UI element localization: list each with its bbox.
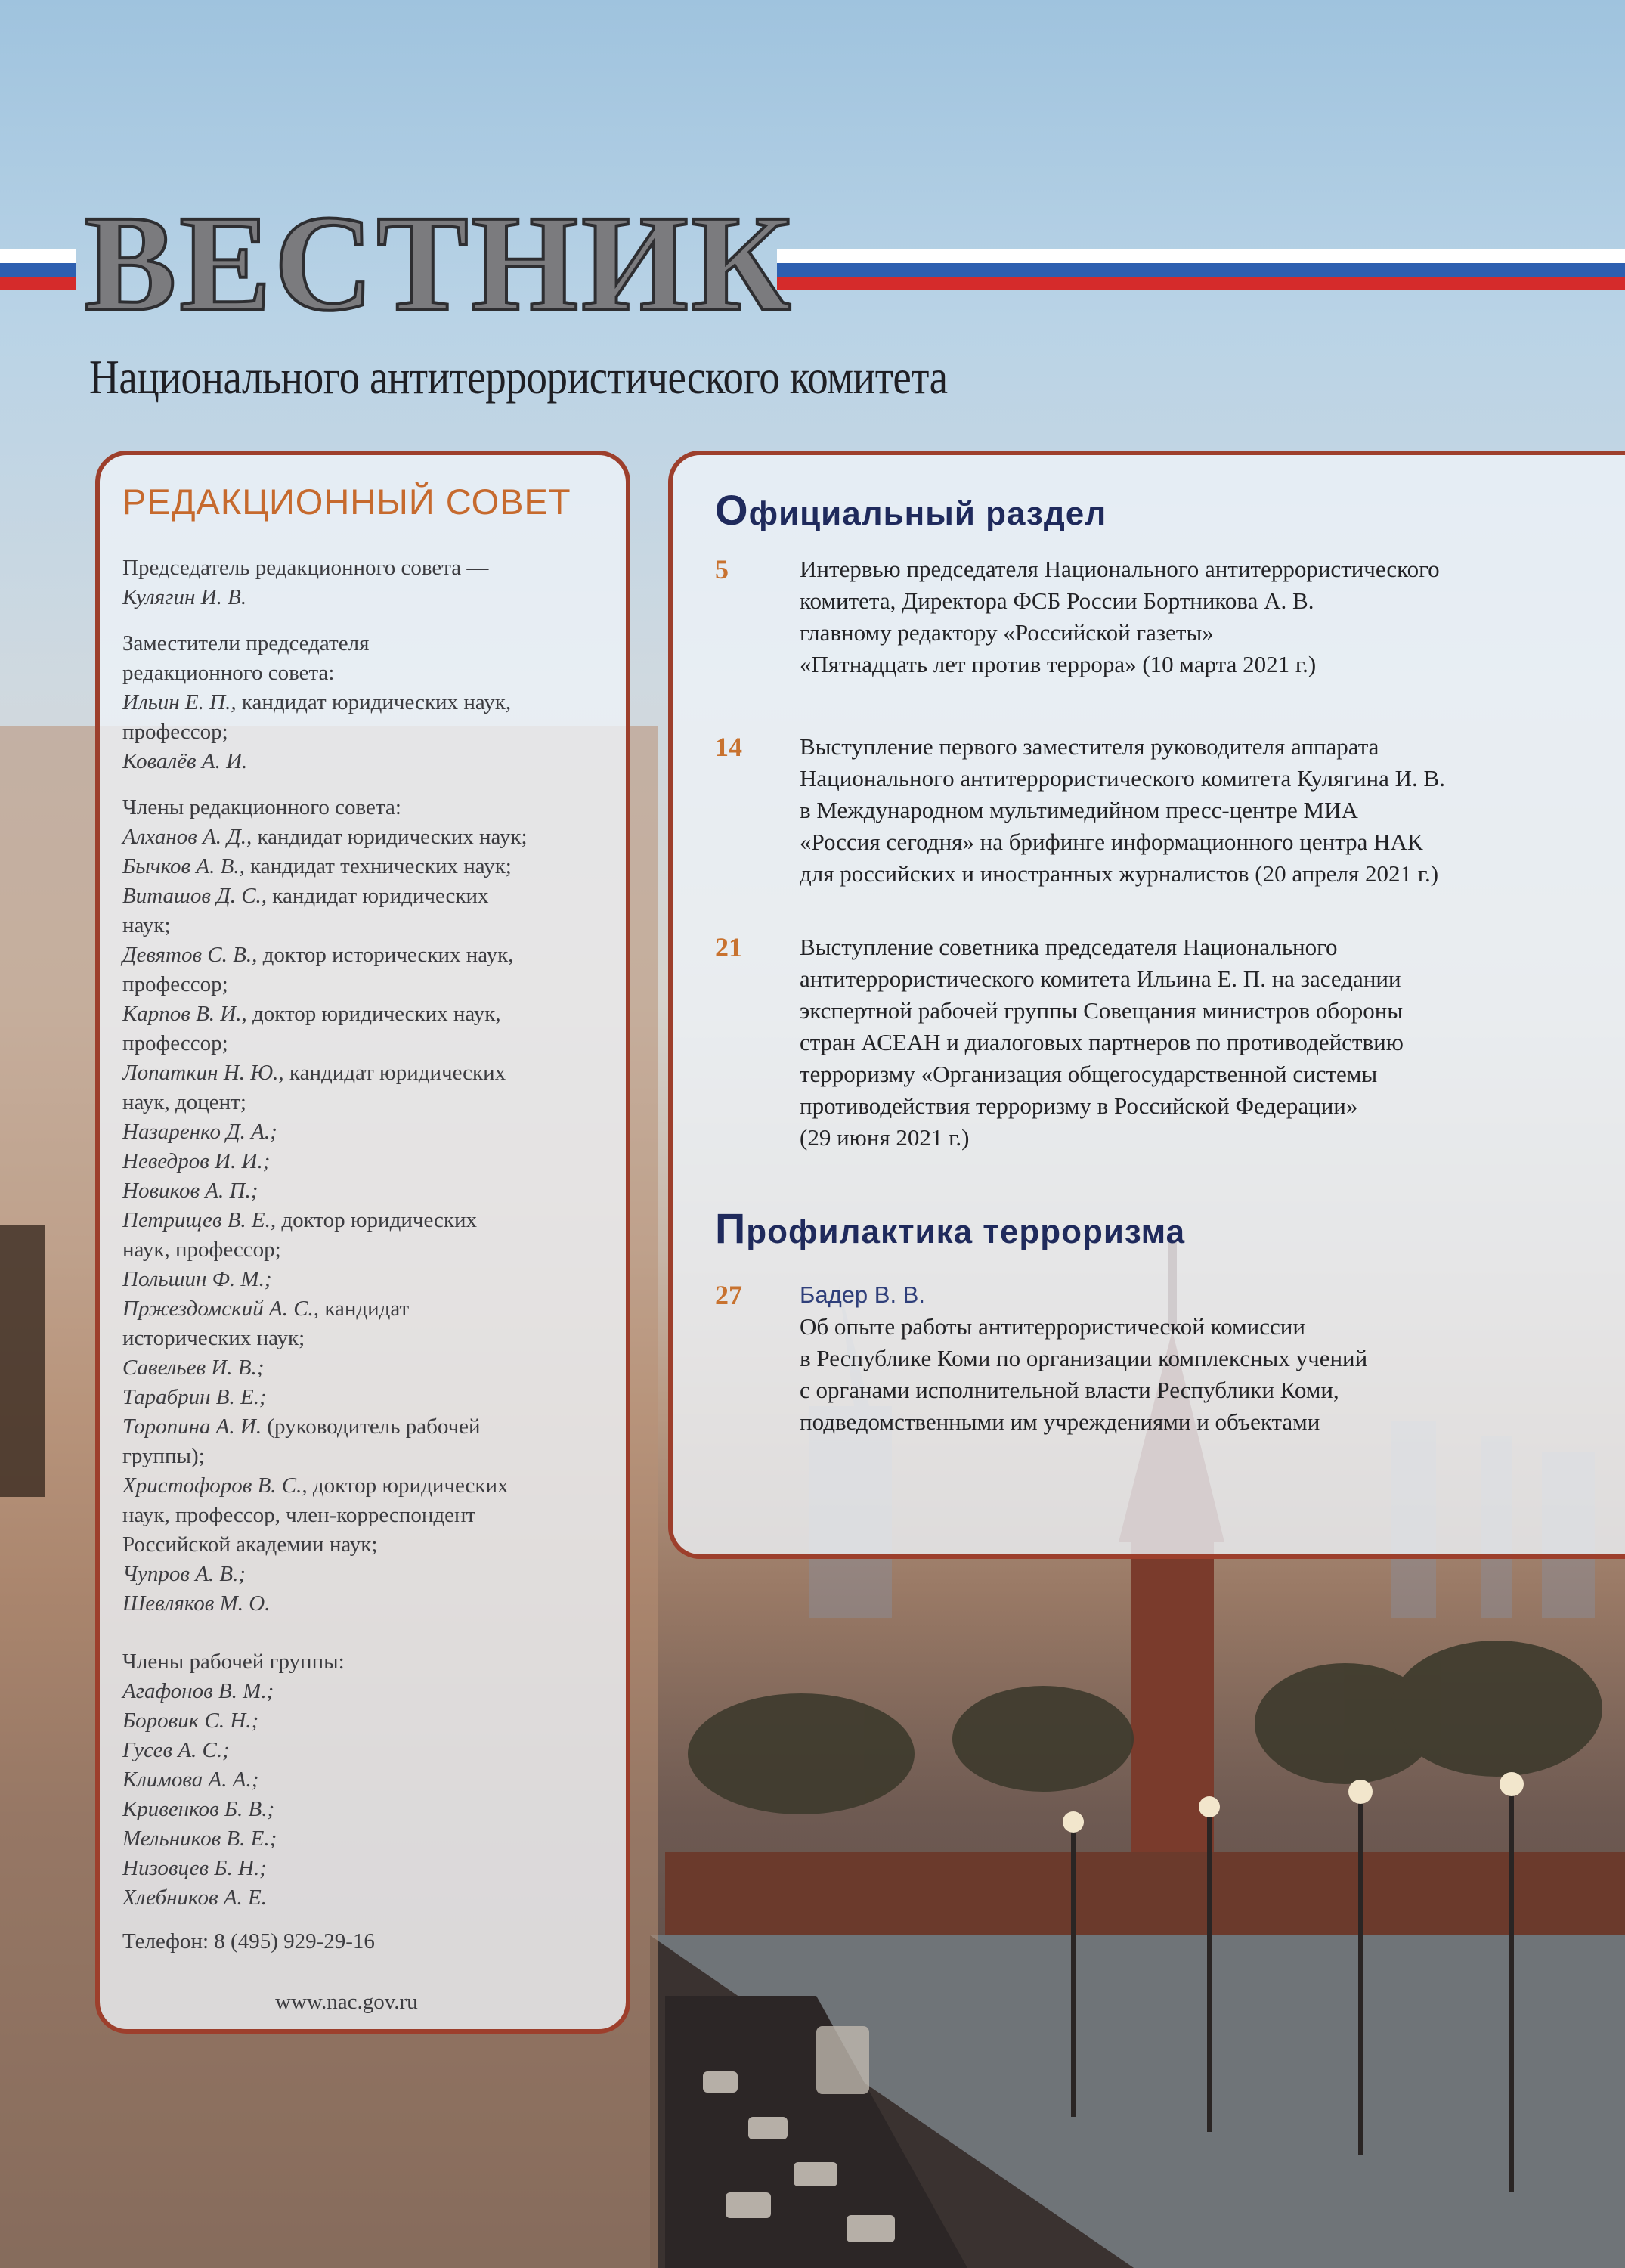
board-member-credentials: группы); bbox=[122, 1444, 205, 1468]
board-member-name: Торопина А. И. bbox=[122, 1414, 262, 1439]
entry-title-line: Выступление советника председателя Национального bbox=[800, 934, 1338, 960]
board-member-line bbox=[122, 1029, 606, 1058]
board-member-line bbox=[122, 1324, 606, 1353]
section-title-official: Официальный раздел bbox=[715, 486, 1107, 534]
board-member-line bbox=[122, 999, 606, 1029]
board-member-credentials: профессор; bbox=[122, 720, 228, 744]
board-member-name: Назаренко Д. А.; bbox=[122, 1120, 277, 1144]
board-member-credentials: исторических наук; bbox=[122, 1326, 305, 1350]
board-member-line bbox=[122, 1412, 606, 1442]
board-member-credentials: кандидат юридических наук, bbox=[236, 690, 512, 714]
workgroup-member: Мельников В. Е.; bbox=[122, 1826, 277, 1851]
entry-title-line: Выступление первого заместителя руководителя аппарата bbox=[800, 733, 1379, 760]
board-member-credentials: наук, профессор, член-корреспондент bbox=[122, 1503, 476, 1527]
chair-label: Председатель редакционного совета — bbox=[122, 556, 489, 580]
board-member-line bbox=[122, 1294, 606, 1324]
board-member-line bbox=[122, 823, 606, 852]
page-number: 21 bbox=[715, 932, 742, 962]
board-member-credentials: кандидат bbox=[319, 1297, 410, 1321]
phone-number: Телефон: 8 (495) 929-29-16 bbox=[122, 1929, 375, 1954]
chair-name: Кулягин И. В. bbox=[122, 585, 247, 609]
board-member-line bbox=[122, 1471, 606, 1501]
entry-title-line: комитета, Директора ФСБ России Бортникова А. В. bbox=[800, 587, 1314, 614]
entry-title-line: главному редактору «Российской газеты» bbox=[800, 619, 1214, 646]
board-member-name: Ильин Е. П., bbox=[122, 690, 237, 714]
entry-title-line: терроризму «Организация общегосударственной системы bbox=[800, 1061, 1378, 1087]
board-member-credentials: доктор исторических наук, bbox=[257, 943, 514, 967]
board-member-line bbox=[122, 1206, 606, 1235]
deputies-block bbox=[122, 629, 606, 776]
board-member-name: Савельев И. В.; bbox=[122, 1356, 265, 1380]
editorial-board-list bbox=[122, 553, 606, 1929]
board-member-name: Девятов С. В., bbox=[122, 943, 258, 967]
board-member-line bbox=[122, 1560, 606, 1589]
workgroup-block bbox=[122, 1647, 606, 1913]
entry-title-line: «Пятнадцать лет против террора» (10 марта 2021 г.) bbox=[800, 651, 1317, 677]
board-member-line bbox=[122, 1589, 606, 1619]
entry-title-line: стран АСЕАН и диалоговых партнеров по противодействию bbox=[800, 1029, 1404, 1055]
board-member-line bbox=[122, 940, 606, 970]
entry-title-line: Интервью председателя Национального антитеррористического bbox=[800, 556, 1440, 582]
entry-title-line: для российских и иностранных журналистов (20 апреля 2021 г.) bbox=[800, 860, 1439, 887]
board-member-credentials: наук, профессор; bbox=[122, 1238, 281, 1262]
entry-title bbox=[800, 553, 1601, 680]
board-member-name: Бычков А. В., bbox=[122, 854, 245, 878]
board-member-name: Тарабрин В. Е.; bbox=[122, 1385, 267, 1409]
workgroup-member: Климова А. А.; bbox=[122, 1768, 259, 1792]
page-number: 5 bbox=[715, 554, 729, 584]
workgroup-member: Хлебников А. Е. bbox=[122, 1885, 268, 1910]
board-member-credentials: доктор юридических bbox=[276, 1208, 478, 1232]
entry-title bbox=[800, 731, 1601, 890]
board-member-name: Ковалёв А. И. bbox=[122, 749, 248, 773]
journal-subtitle: Национального антитеррористического комитета bbox=[89, 350, 948, 404]
board-member-line bbox=[122, 1501, 606, 1530]
entry-title-line: Национального антитеррористического комитета Кулягина И. В. bbox=[800, 765, 1445, 792]
board-member-name: Петрищев В. Е., bbox=[122, 1208, 277, 1232]
board-member-name: Лопаткин Н. Ю., bbox=[122, 1061, 284, 1085]
chair-block bbox=[122, 553, 606, 612]
board-member-credentials: доктор юридических наук, bbox=[246, 1002, 501, 1026]
board-member-name: Новиков А. П.; bbox=[122, 1179, 258, 1203]
board-member-name: Виташов Д. С., bbox=[122, 884, 268, 908]
board-member-line bbox=[122, 1176, 606, 1206]
board-member-name: Христофоров В. С., bbox=[122, 1473, 308, 1498]
workgroup-member: Гусев А. С.; bbox=[122, 1738, 230, 1762]
board-member-credentials: наук, доцент; bbox=[122, 1090, 246, 1114]
entry-title-line: в Международном мультимедийном пресс-центре МИА bbox=[800, 797, 1358, 823]
board-member-credentials: профессор; bbox=[122, 972, 228, 996]
board-member-line bbox=[122, 688, 606, 717]
board-member-line bbox=[122, 1117, 606, 1147]
board-member-credentials: кандидат технических наук; bbox=[244, 854, 512, 878]
board-member-line bbox=[122, 852, 606, 881]
board-member-line bbox=[122, 1530, 606, 1560]
section-title-prevention: Профилактика терроризма bbox=[715, 1204, 1186, 1252]
board-member-credentials: (руководитель рабочей bbox=[262, 1414, 481, 1439]
entry-title bbox=[800, 1279, 1601, 1438]
entry-title-line: противодействия терроризму в Российской Федерации» bbox=[800, 1092, 1358, 1119]
entry-author: Бадер В. В. bbox=[800, 1281, 925, 1308]
board-member-line bbox=[122, 881, 606, 911]
board-member-credentials: наук; bbox=[122, 913, 171, 937]
board-member-line bbox=[122, 1353, 606, 1383]
board-member-credentials: кандидат юридических наук; bbox=[252, 825, 528, 849]
page-number: 27 bbox=[715, 1280, 742, 1310]
entry-title-line: антитеррористического комитета Ильина Е. П. на заседании bbox=[800, 965, 1401, 992]
workgroup-member: Низовцев Б. Н.; bbox=[122, 1856, 267, 1880]
board-member-name: Алханов А. Д., bbox=[122, 825, 252, 849]
members-label: Члены редакционного совета: bbox=[122, 795, 401, 820]
board-member-line bbox=[122, 1383, 606, 1412]
entry-title-line: экспертной рабочей группы Совещания министров обороны bbox=[800, 997, 1404, 1024]
board-member-name: Польшин Ф. М.; bbox=[122, 1267, 272, 1291]
entry-title-line: подведомственными им учреждениями и объектами bbox=[800, 1408, 1320, 1435]
deputies-label: редакционного совета: bbox=[122, 661, 335, 685]
board-member-credentials: профессор; bbox=[122, 1031, 228, 1055]
editorial-board-heading: РЕДАКЦИОННЫЙ СОВЕТ bbox=[122, 482, 571, 522]
board-member-credentials: Российской академии наук; bbox=[122, 1532, 378, 1557]
board-member-credentials: доктор юридических bbox=[307, 1473, 509, 1498]
journal-title: ВЕСТНИК bbox=[85, 187, 794, 339]
board-member-name: Неведров И. И.; bbox=[122, 1149, 271, 1173]
entry-title bbox=[800, 931, 1601, 1154]
entry-title-line: Об опыте работы антитеррористической комиссии bbox=[800, 1313, 1305, 1340]
workgroup-member: Агафонов В. М.; bbox=[122, 1679, 274, 1703]
board-member-line bbox=[122, 747, 606, 776]
entry-title-line: «Россия сегодня» на брифинге информационного центра НАК bbox=[800, 829, 1423, 855]
board-member-name: Чупров А. В.; bbox=[122, 1562, 246, 1586]
editorial-board-panel bbox=[95, 451, 630, 2034]
board-member-line bbox=[122, 1265, 606, 1294]
board-member-line bbox=[122, 911, 606, 940]
board-member-line bbox=[122, 1235, 606, 1265]
flag-stripes-right bbox=[777, 249, 1625, 290]
board-member-name: Пржездомский А. С., bbox=[122, 1297, 320, 1321]
deputies-label: Заместители председателя bbox=[122, 631, 370, 655]
board-member-name: Карпов В. И., bbox=[122, 1002, 247, 1026]
board-member-line bbox=[122, 1442, 606, 1471]
page-number: 14 bbox=[715, 732, 742, 762]
board-member-line bbox=[122, 970, 606, 999]
board-member-credentials: кандидат юридических bbox=[283, 1061, 506, 1085]
board-member-line bbox=[122, 1147, 606, 1176]
workgroup-member: Кривенков Б. В.; bbox=[122, 1797, 275, 1821]
board-member-line bbox=[122, 717, 606, 747]
board-member-line bbox=[122, 1058, 606, 1088]
board-member-credentials: кандидат юридических bbox=[267, 884, 489, 908]
entry-title-line: с органами исполнительной власти Республики Коми, bbox=[800, 1377, 1339, 1403]
workgroup-member: Боровик С. Н.; bbox=[122, 1709, 259, 1733]
contents-panel bbox=[668, 451, 1625, 1559]
members-block bbox=[122, 793, 606, 1619]
entry-title-line: в Республике Коми по организации комплексных учений bbox=[800, 1345, 1368, 1371]
flag-stripes-left bbox=[0, 249, 76, 290]
board-member-line bbox=[122, 1088, 606, 1117]
board-member-name: Шевляков М. О. bbox=[122, 1591, 271, 1616]
website-link[interactable]: www.nac.gov.ru bbox=[275, 1990, 418, 2014]
entry-title-line: (29 июня 2021 г.) bbox=[800, 1124, 970, 1151]
workgroup-label: Члены рабочей группы: bbox=[122, 1650, 345, 1674]
